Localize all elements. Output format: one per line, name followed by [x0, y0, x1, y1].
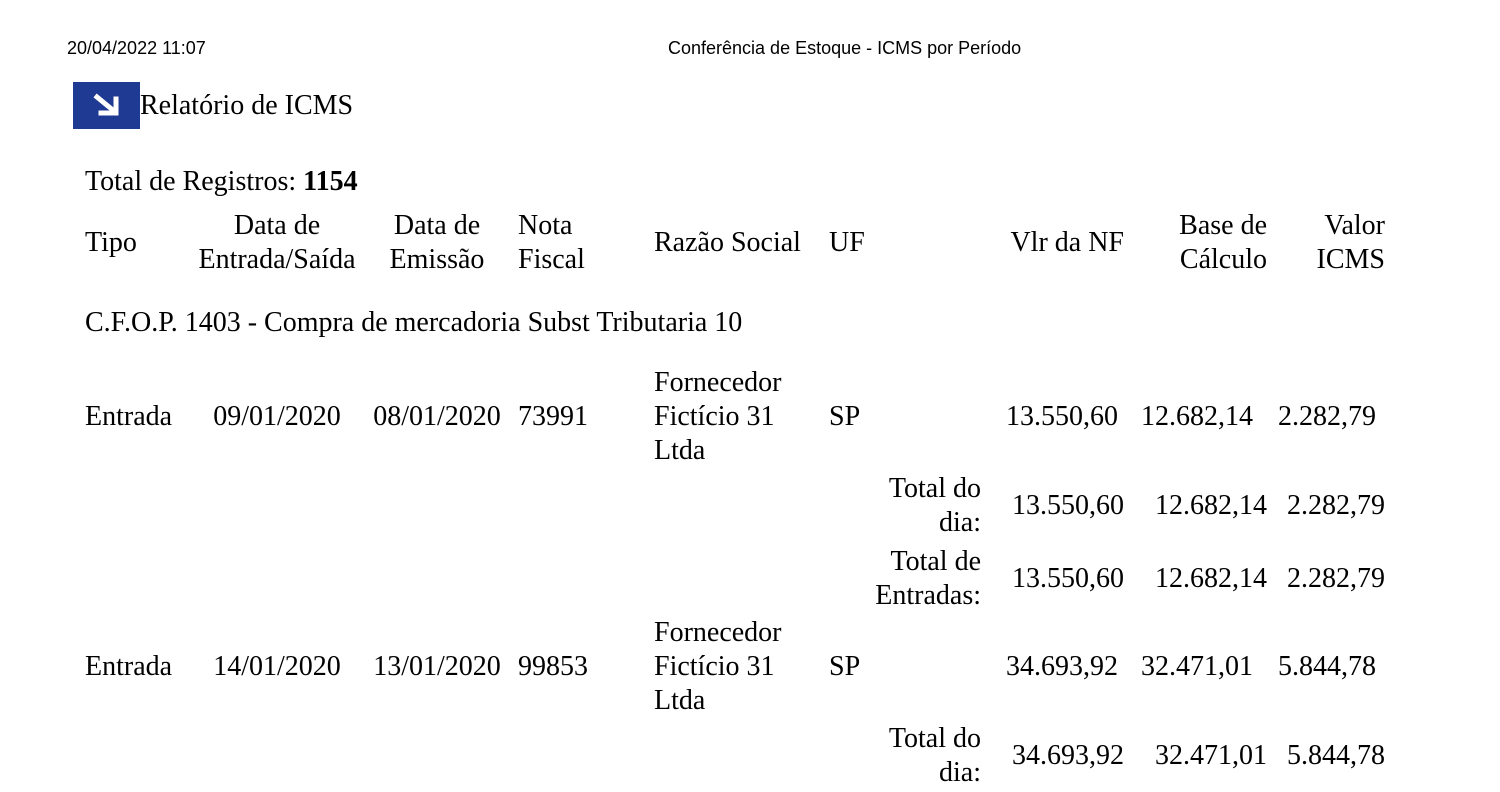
- razao-line-3: Ltda: [654, 435, 706, 466]
- cell-base-calculo: 32.471,01: [1141, 651, 1253, 682]
- table-row: [80, 615, 1390, 719]
- cell-uf: SP: [829, 401, 861, 432]
- table-header-row: [80, 205, 1390, 281]
- razao-line-3: Ltda: [654, 685, 706, 716]
- col-header-data-entrada-l2: Entrada/Saída: [198, 244, 356, 275]
- total-base-calculo: 12.682,14: [1155, 562, 1267, 594]
- total-dia-label: [824, 469, 986, 542]
- col-header-tipo: Tipo: [85, 227, 137, 258]
- total-records-label: Total de Registros:: [85, 166, 297, 197]
- razao-line-2: Fictício 31: [654, 401, 775, 432]
- total-dia-label: [824, 719, 986, 792]
- arrow-down-right-icon: [73, 82, 140, 129]
- col-header-data-emissao: [361, 205, 513, 281]
- col-header-uf: UF: [829, 227, 865, 258]
- total-vlr-nf: 13.550,60: [1012, 489, 1124, 521]
- cell-data-emissao: 08/01/2020: [373, 401, 501, 432]
- col-header-data-emissao-l1: Data de: [393, 210, 481, 241]
- total-label-l1: Total de: [890, 545, 981, 577]
- cell-data-entrada: 09/01/2020: [213, 401, 341, 432]
- table-row: [80, 365, 1390, 469]
- total-label-l2: Entradas:: [875, 579, 981, 611]
- cell-data-entrada: 14/01/2020: [213, 651, 341, 682]
- total-entradas-row: [80, 542, 1390, 615]
- total-dia-row: [80, 719, 1390, 792]
- cell-tipo: Entrada: [85, 401, 173, 432]
- total-base-calculo: 12.682,14: [1155, 489, 1267, 521]
- col-header-nota-fiscal: [513, 205, 649, 281]
- cell-vlr-nf: 13.550,60: [1006, 401, 1118, 432]
- cell-valor-icms: 5.844,78: [1278, 651, 1376, 682]
- cfop-group-row: [80, 281, 1390, 365]
- total-vlr-nf: 34.693,92: [1012, 739, 1124, 771]
- print-datetime: 20/04/2022 11:07: [67, 38, 206, 58]
- icms-table: [80, 205, 1390, 792]
- cell-uf: SP: [829, 651, 861, 682]
- col-header-nota-l2: Fiscal: [518, 244, 585, 275]
- razao-line-2: Fictício 31: [654, 651, 775, 682]
- total-label-l1: Total do: [888, 722, 981, 754]
- total-records: [85, 166, 358, 198]
- total-base-calculo: 32.471,01: [1155, 739, 1267, 771]
- total-label-l2: dia:: [939, 506, 981, 538]
- total-dia-row: [80, 469, 1390, 542]
- total-vlr-nf: 13.550,60: [1012, 562, 1124, 594]
- cell-data-emissao: 13/01/2020: [373, 651, 501, 682]
- cell-valor-icms: 2.282,79: [1278, 401, 1376, 432]
- col-header-data-entrada-l1: Data de: [233, 210, 321, 241]
- col-header-razao-social: Razão Social: [654, 227, 801, 258]
- col-header-base-calculo: [1129, 205, 1272, 281]
- cell-razao-social: [649, 365, 824, 469]
- col-header-valor-icms: [1272, 205, 1390, 281]
- total-entradas-label: [824, 542, 986, 615]
- col-header-base-l2: Cálculo: [1179, 244, 1267, 275]
- cell-nota-fiscal: 99853: [518, 651, 588, 682]
- total-valor-icms: 2.282,79: [1287, 489, 1385, 521]
- total-valor-icms: 2.282,79: [1287, 562, 1385, 594]
- cell-nota-fiscal: 73991: [518, 401, 588, 432]
- report-title-text: Relatório de ICMS: [140, 89, 354, 121]
- col-header-nota-l1: Nota: [518, 210, 573, 241]
- total-label-l1: Total do: [888, 472, 981, 504]
- cell-vlr-nf: 34.693,92: [1006, 651, 1118, 682]
- page-header-title: Conferência de Estoque - ICMS por Período: [668, 38, 1022, 58]
- col-header-data-entrada: [193, 205, 361, 281]
- report-title: [73, 82, 353, 129]
- razao-line-1: Fornecedor: [654, 367, 782, 398]
- col-header-data-emissao-l2: Emissão: [389, 244, 485, 275]
- col-header-icms-l2: ICMS: [1316, 244, 1385, 275]
- cell-razao-social: [649, 615, 824, 719]
- col-header-vlr-nf: Vlr da NF: [1010, 227, 1124, 258]
- col-header-base-l1: Base de: [1179, 210, 1267, 241]
- cfop-label: C.F.O.P. 1403 - Compra de mercadoria Subst Tributaria 10: [85, 307, 743, 338]
- cell-tipo: Entrada: [85, 651, 173, 682]
- total-label-l2: dia:: [939, 756, 981, 788]
- razao-line-1: Fornecedor: [654, 617, 782, 648]
- total-records-value: 1154: [303, 166, 358, 197]
- total-valor-icms: 5.844,78: [1287, 739, 1385, 771]
- col-header-icms-l1: Valor: [1324, 210, 1385, 241]
- cell-base-calculo: 12.682,14: [1141, 401, 1253, 432]
